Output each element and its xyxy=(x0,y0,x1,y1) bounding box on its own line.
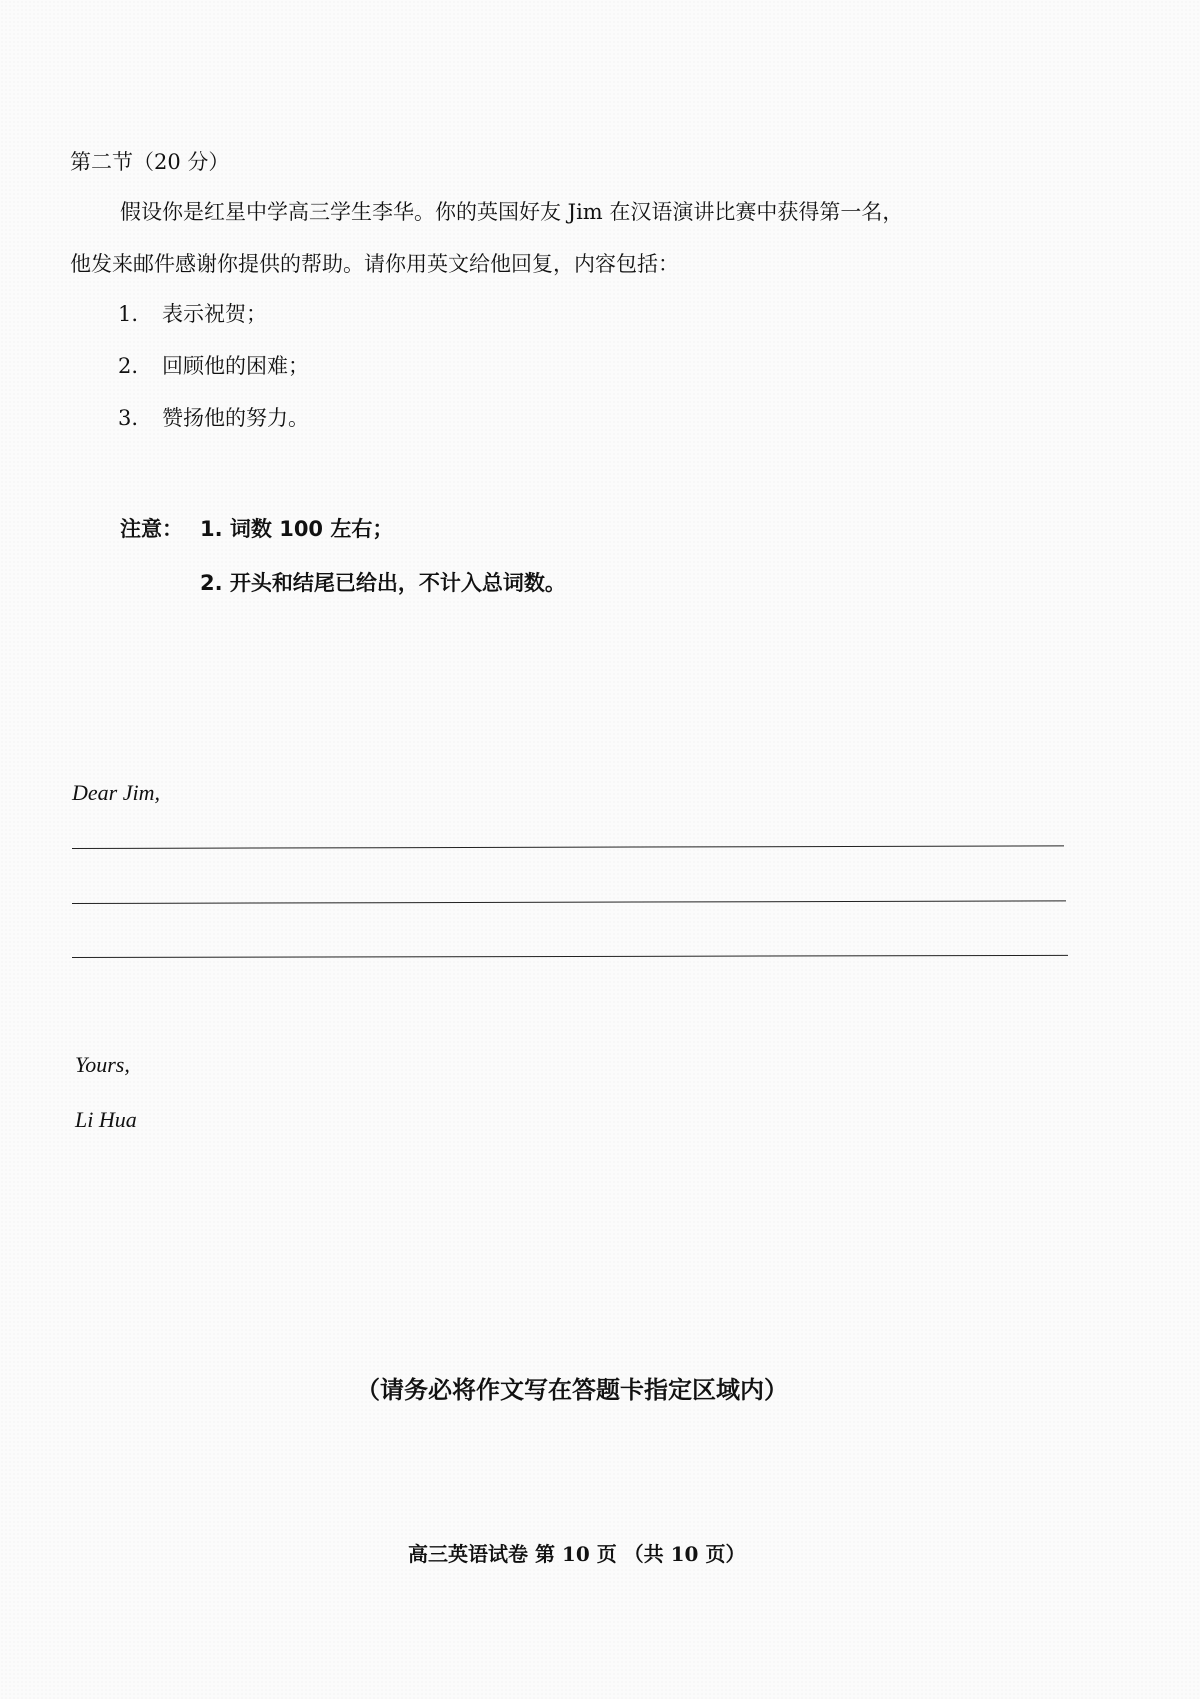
item-text: 表示祝贺； xyxy=(162,302,267,326)
section-title: 第二节（20 分） xyxy=(70,150,230,174)
requirement-item-2 xyxy=(118,350,309,380)
item-number: 1. xyxy=(118,302,139,326)
note-1: 1. 词数 100 左右； xyxy=(200,517,394,541)
page-footer: 高三英语试卷 第 10 页 （共 10 页） xyxy=(408,1542,746,1566)
item-number: 3. xyxy=(118,406,139,430)
letter-closing: Yours, xyxy=(75,1052,130,1077)
notes-label: 注意： xyxy=(120,517,183,541)
note-2: 2. 开头和结尾已给出，不计入总词数。 xyxy=(200,571,566,595)
prompt-line-2: 他发来邮件感谢你提供的帮助。请你用英文给他回复，内容包括： xyxy=(70,252,679,276)
answer-card-reminder: （请务必将作文写在答题卡指定区域内） xyxy=(356,1376,788,1404)
prompt-line-1: 假设你是红星中学高三学生李华。你的英国好友 Jim 在汉语演讲比赛中获得第一名， xyxy=(120,200,904,224)
requirement-item-1 xyxy=(118,298,267,328)
item-text: 回顾他的困难； xyxy=(162,354,309,378)
writing-line-2 xyxy=(72,900,1066,904)
writing-line-1 xyxy=(72,845,1064,849)
letter-signature: Li Hua xyxy=(75,1107,137,1132)
letter-salutation: Dear Jim, xyxy=(72,780,160,805)
item-number: 2. xyxy=(118,354,139,378)
item-text: 赞扬他的努力。 xyxy=(162,406,309,430)
requirement-item-3 xyxy=(118,402,309,432)
writing-line-3 xyxy=(72,955,1068,958)
